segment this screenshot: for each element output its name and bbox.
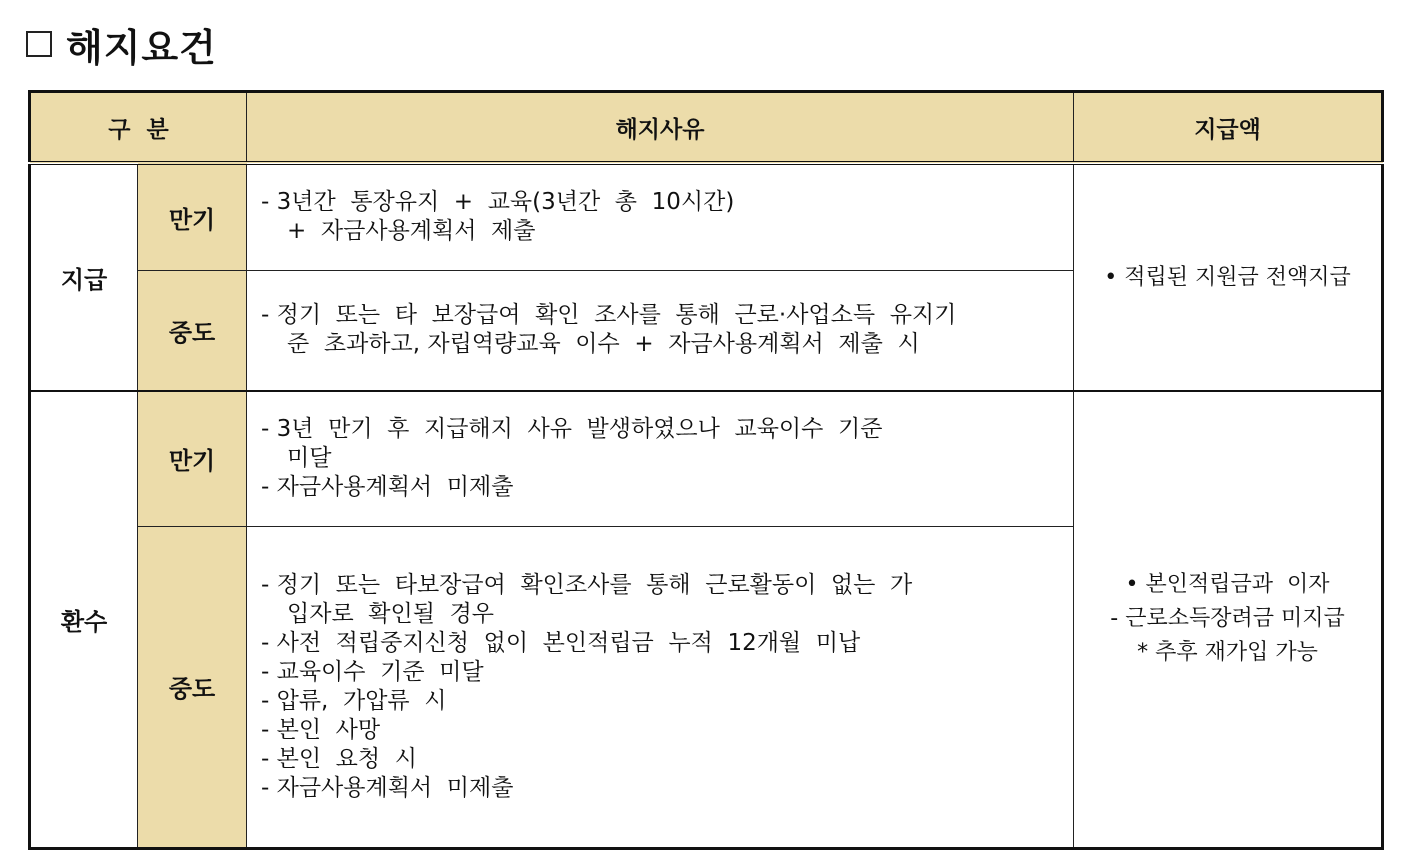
reason-line: 입자로 확인될 경우	[287, 600, 495, 627]
reason-line: 미달	[287, 445, 332, 472]
section-title	[26, 16, 217, 72]
table-row	[30, 391, 1383, 526]
subcategory-payment-maturity: 만기	[138, 163, 247, 270]
reason-line: - 자금사용계획서 미제출	[261, 774, 514, 801]
reason-line: - 3년 만기 후 지급해지 사유 발생하였으나 교육이수 기준	[261, 416, 883, 443]
amount-line: • 적립된 지원금 전액지급	[1104, 264, 1351, 290]
page-title: 해지요건	[66, 25, 217, 70]
header-category: 구 분	[30, 92, 247, 164]
table-header-row	[30, 92, 1383, 164]
reason-refund-maturity	[247, 391, 1074, 526]
category-refund: 환수	[30, 391, 138, 848]
reason-line: 준 초과하고, 자립역량교육 이수 + 자금사용계획서 제출 시	[287, 331, 920, 358]
subcategory-refund-midway: 중도	[138, 526, 247, 848]
termination-requirements-table	[28, 90, 1384, 850]
amount-line: * 추후 재가입 가능	[1137, 640, 1318, 666]
reason-line: - 본인 요청 시	[261, 745, 417, 772]
reason-payment-maturity	[247, 163, 1074, 270]
category-payment: 지급	[30, 163, 138, 391]
reason-line: - 정기 또는 타 보장급여 확인 조사를 통해 근로·사업소득 유지기	[261, 302, 957, 329]
amount-payment	[1074, 163, 1383, 391]
header-reason: 해지사유	[247, 92, 1074, 164]
reason-line: - 사전 적립중지신청 없이 본인적립금 누적 12개월 미납	[261, 629, 861, 656]
reason-line: - 본인 사망	[261, 716, 381, 743]
amount-refund	[1074, 391, 1383, 848]
reason-line: - 3년간 통장유지 + 교육(3년간 총 10시간)	[261, 189, 735, 216]
table-row	[30, 163, 1383, 270]
reason-line: + 자금사용계획서 제출	[287, 218, 536, 245]
reason-refund-midway	[247, 526, 1074, 848]
reason-line: - 자금사용계획서 미제출	[261, 474, 514, 501]
subcategory-payment-midway: 중도	[138, 270, 247, 391]
checkbox-square-icon	[26, 31, 52, 57]
amount-line: • 본인적립금과 이자	[1125, 572, 1330, 598]
reason-line: - 정기 또는 타보장급여 확인조사를 통해 근로활동이 없는 가	[261, 571, 913, 598]
header-amount: 지급액	[1074, 92, 1383, 164]
reason-line: - 교육이수 기준 미달	[261, 658, 484, 685]
subcategory-refund-maturity: 만기	[138, 391, 247, 526]
reason-line: - 압류, 가압류 시	[261, 687, 447, 714]
amount-line: - 근로소득장려금 미지급	[1110, 606, 1345, 632]
reason-payment-midway	[247, 270, 1074, 391]
